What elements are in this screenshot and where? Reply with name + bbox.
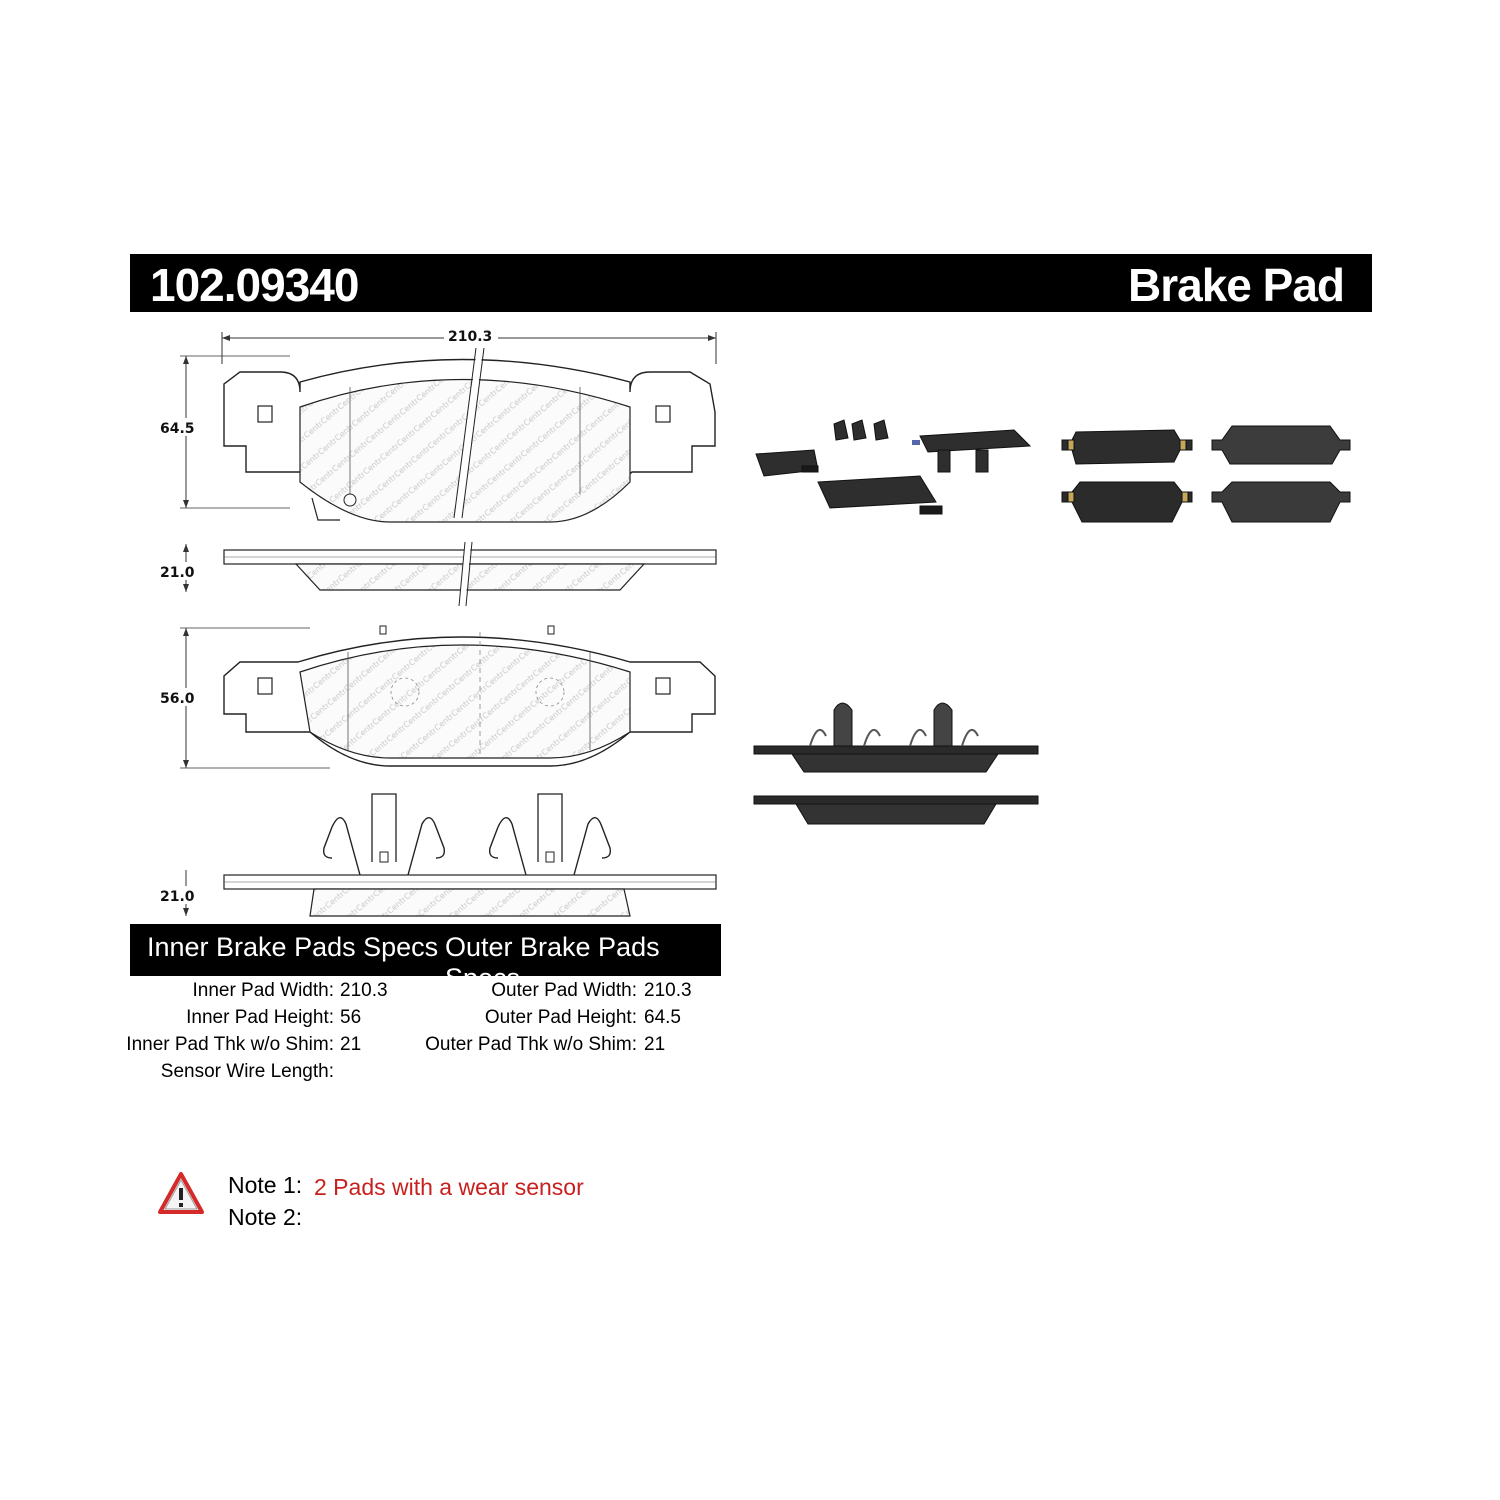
outer-pad-top-view	[156, 348, 715, 522]
outer-spec-value: 210.3	[644, 980, 692, 1001]
product-photo-pad-set	[1054, 418, 1354, 538]
outer-height-dim-label: 64.5	[160, 421, 195, 437]
inner-pad-top-view	[156, 626, 715, 768]
width-dim-label: 210.3	[448, 329, 493, 345]
outer-spec-row	[400, 1034, 730, 1060]
inner-spec-label: Sensor Wire Length:	[160, 1061, 334, 1082]
outer-spec-label: Outer Pad Height:	[484, 1007, 637, 1028]
note1-text: 2 Pads with a wear sensor	[314, 1174, 584, 1200]
outer-spec-row	[400, 1007, 730, 1033]
inner-spec-value: 56	[340, 1007, 362, 1028]
inner-specs-title: Inner Brake Pads Specs	[147, 932, 439, 962]
inner-spec-row	[0, 980, 400, 1006]
outer-spec-row	[400, 980, 730, 1006]
header-bar	[130, 254, 1372, 312]
inner-pad-side-view	[156, 794, 716, 916]
inner-spec-label: Inner Pad Width:	[192, 980, 334, 1001]
width-dimension	[222, 326, 716, 364]
inner-spec-value: 21	[340, 1034, 362, 1055]
note1-label: Note 1:	[228, 1172, 303, 1198]
inner-spec-value: 210.3	[340, 980, 388, 1001]
product-type: Brake Pad	[1127, 259, 1344, 311]
outer-spec-value: 64.5	[644, 1007, 681, 1028]
outer-spec-value: 21	[644, 1034, 666, 1055]
outer-thk-dim-label: 21.0	[160, 565, 195, 581]
part-number: 102.09340	[150, 259, 359, 311]
outer-spec-label: Outer Pad Thk w/o Shim:	[425, 1034, 637, 1055]
technical-drawing	[150, 322, 730, 922]
product-photo-exploded	[744, 410, 1044, 530]
note2-label: Note 2:	[228, 1204, 303, 1230]
inner-spec-label: Inner Pad Thk w/o Shim:	[126, 1034, 334, 1055]
outer-specs-title: Outer Brake Pads Specs	[445, 932, 660, 993]
product-photo-side-views	[748, 690, 1044, 830]
warning-icon	[158, 1172, 204, 1214]
inner-spec-row	[0, 1061, 400, 1087]
inner-thk-dim-label: 21.0	[160, 889, 195, 905]
outer-spec-label: Outer Pad Width:	[491, 980, 637, 1001]
inner-spec-row	[0, 1007, 400, 1033]
outer-pad-side-view	[156, 542, 716, 606]
inner-spec-label: Inner Pad Height:	[186, 1007, 334, 1028]
inner-spec-row	[0, 1034, 400, 1060]
inner-height-dim-label: 56.0	[160, 691, 195, 707]
